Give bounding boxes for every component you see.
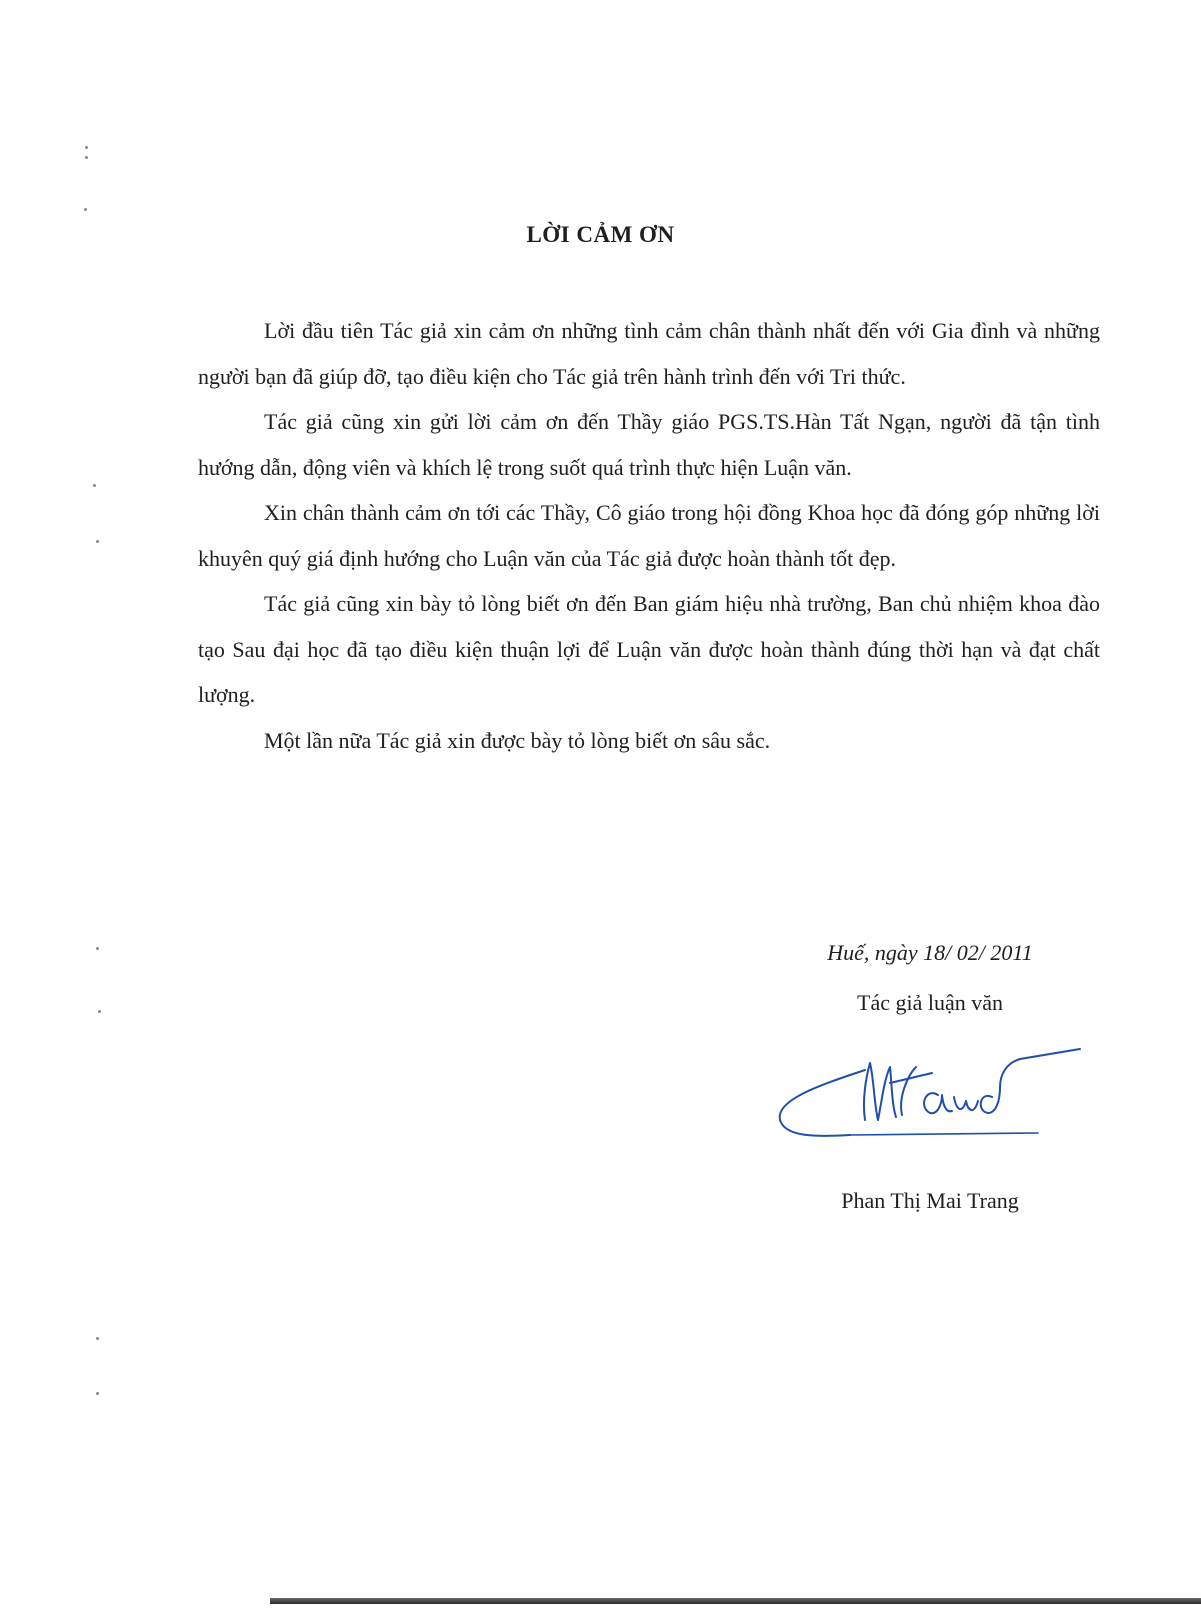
- document-title: LỜI CẢM ƠN: [526, 222, 675, 247]
- paragraph-5: Một lần nữa Tác giả xin được bày tỏ lòng biết ơn sâu sắc.: [264, 727, 771, 753]
- paragraph-2: Tác giả cũng xin gửi lời cảm ơn đến Thầy giáo PGS.TS.Hàn Tất Ngạn, người đã tận tình hướng dẫn, động viên và khích lệ trong suốt quá trình thực hiện Luận văn.: [198, 409, 1100, 480]
- handwritten-signature: [770, 1045, 1110, 1155]
- author-name: Phan Thị Mai Trang: [841, 1188, 1019, 1213]
- paragraph-4: Tác giả cũng xin bày tỏ lòng biết ơn đến Ban giám hiệu nhà trường, Ban chủ nhiệm khoa đào tạo Sau đại học đã tạo điều kiện thuận lợi để Luận văn được hoàn thành đúng thời hạn và đạt chất lượng.: [198, 591, 1100, 707]
- closing-date-line: Huế, ngày 18/ 02/ 2011: [827, 940, 1033, 965]
- scan-bottom-edge: [270, 1598, 1201, 1604]
- document-body: [198, 308, 1100, 763]
- paragraph-3: Xin chân thành cảm ơn tới các Thầy, Cô giáo trong hội đồng Khoa học đã đóng góp những lời khuyên quý giá định hướng cho Luận văn của Tác giả được hoàn thành tốt đẹp.: [198, 500, 1100, 571]
- closing-role: Tác giả luận văn: [857, 990, 1003, 1015]
- paragraph-1: Lời đầu tiên Tác giả xin cảm ơn những tình cảm chân thành nhất đến với Gia đình và những người bạn đã giúp đỡ, tạo điều kiện cho Tác giả trên hành trình đến với Tri thức.: [198, 318, 1100, 389]
